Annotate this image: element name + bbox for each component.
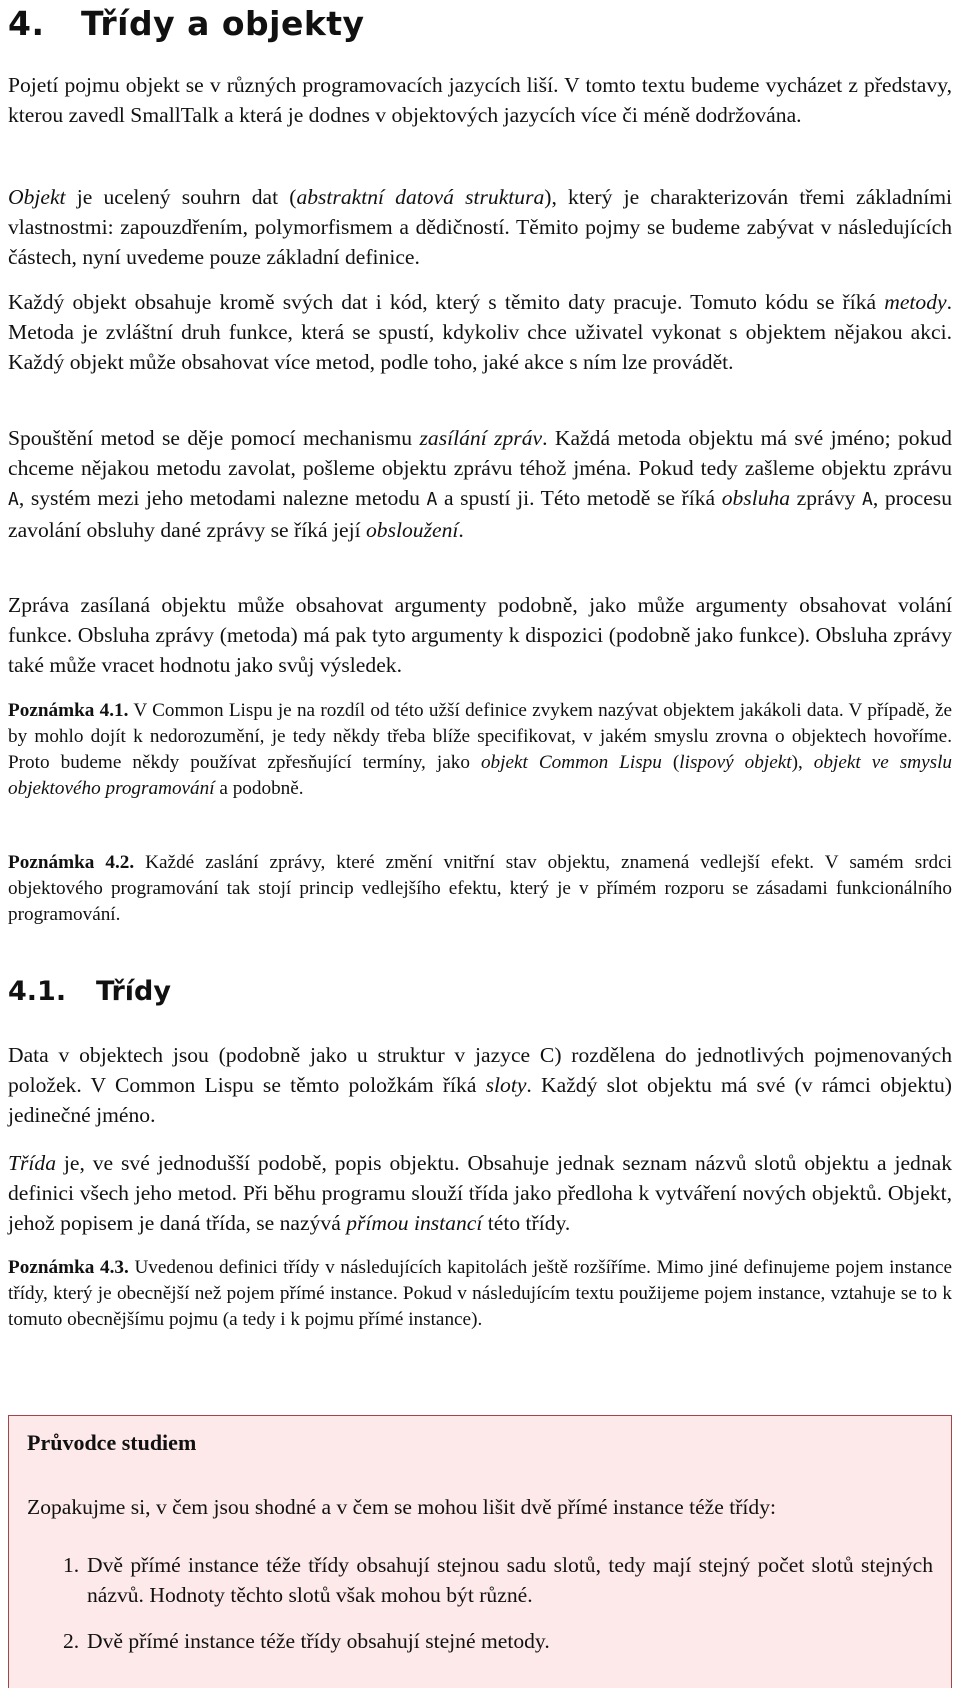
code-a: A bbox=[8, 489, 19, 510]
text: Každý objekt obsahuje kromě svých dat i kód, který s těmito daty pracuje. Tomuto kódu se říká bbox=[8, 290, 885, 314]
term-abstraktni-datova-struktura: abstraktní datová struktura bbox=[296, 185, 545, 209]
term-objekt-common-lispu: objekt Common Lispu bbox=[480, 752, 662, 773]
text: zprávy bbox=[790, 486, 863, 510]
list-item-text: Dvě přímé instance téže třídy obsahují stejné metody. bbox=[87, 1629, 550, 1653]
text: V Common Lispu je na rozdíl od této užší definice zvykem nazývat objektem jakákoli data. V případě, že by mohlo dojít k nedorozumění, je tedy někdy třeba blíže specifikovat, v jakém smyslu zrovna o objektech hovoříme. Proto budeme někdy používat zpřesňující termíny, jako bbox=[8, 700, 952, 773]
code-a: A bbox=[426, 489, 438, 510]
section-number: 4.1. bbox=[8, 976, 67, 1007]
note-4-2 bbox=[8, 850, 952, 928]
term-objekt: Objekt bbox=[8, 185, 66, 209]
text: . Metoda je zvláštní druh funkce, která se spustí, kdykoliv chce uživatel vykonat s objektem nějakou akci. Každý objekt může obsahovat více metod, podle toho, jaké akce s ním lze provádět. bbox=[8, 290, 952, 374]
text: Spouštění metod se děje pomocí mechanismu bbox=[8, 426, 420, 450]
term-sloty: sloty bbox=[485, 1073, 527, 1097]
text: a podobně. bbox=[214, 778, 304, 799]
text: ), bbox=[791, 752, 814, 773]
study-guide-intro: Zopakujme si, v čem jsou shodné a v čem se mohou lišit dvě přímé instance téže třídy: bbox=[27, 1495, 777, 1519]
paragraph-5: Zpráva zasílaná objektu může obsahovat argumenty podobně, jako může argumenty obsahovat volání funkce. Obsluha zprávy (metoda) má pak tyto argumenty k dispozici (podobně jako funkce). Obsluha zprávy také může vracet hodnotu jako svůj výsledek. bbox=[8, 593, 952, 677]
text: . Každý slot objektu má své (v rámci objektu) jedinečné jméno. bbox=[8, 1073, 953, 1127]
note-label: Poznámka 4.2. bbox=[8, 852, 135, 873]
term-obsluha: obsluha bbox=[721, 486, 791, 510]
text: ( bbox=[661, 752, 680, 773]
study-guide-title: Průvodce studiem bbox=[27, 1430, 197, 1455]
paragraph-1: Pojetí pojmu objekt se v různých programovacích jazycích liší. V tomto textu budeme vycházet z představy, kterou zavedl SmallTalk a která je dodnes v objektových jazycích více či méně dodržována. bbox=[8, 73, 952, 127]
term-obslouzeni: obsloužení bbox=[365, 518, 459, 542]
chapter-title: Třídy a objekty bbox=[81, 4, 365, 43]
text: , systém mezi jeho metodami nalezne metodu bbox=[18, 486, 427, 510]
section-heading bbox=[8, 976, 171, 1007]
code-a: A bbox=[862, 489, 873, 510]
chapter-number: 4. bbox=[8, 4, 45, 43]
chapter-heading bbox=[8, 4, 365, 43]
study-guide-list bbox=[53, 1550, 933, 1656]
text: ), který je charakterizován třemi základními vlastnostmi: zapouzdřením, polymorfismem a dědičností. Těmito pojmy se budeme zabývat v následujících částech, nyní uvedeme pouze základní definice. bbox=[8, 185, 952, 269]
term-objekt-ve-smyslu: objekt ve smyslu objektového programování bbox=[8, 752, 953, 799]
paragraph-6 bbox=[8, 1040, 952, 1130]
list-item-number: 1. bbox=[63, 1553, 80, 1577]
text: Data v objektech jsou (podobně jako u struktur v jazyce C) rozdělena do jednotlivých pojmenovaných položek. V Common Lispu se těmto položkám říká bbox=[8, 1043, 952, 1097]
term-trida: Třída bbox=[8, 1151, 57, 1175]
text: a spustí ji. Této metodě se říká bbox=[437, 486, 722, 510]
text: je, ve své jednodušší podobě, popis objektu. Obsahuje jednak seznam názvů slotů objektu a jednak definici všech jeho metod. Při běhu programu slouží třída jako předloha k vytváření nových objektů. Objekt, jehož popisem je daná třída, se nazývá bbox=[8, 1151, 952, 1235]
note-4-3 bbox=[8, 1255, 952, 1333]
list-item-number: 2. bbox=[63, 1629, 80, 1653]
text: . Každá metoda objektu má své jméno; pokud chceme nějakou metodu zavolat, pošleme objektu zprávu téhož jména. Pokud tedy zašleme objektu zprávu bbox=[8, 426, 952, 480]
note-label: Poznámka 4.3. bbox=[8, 1257, 129, 1278]
text: , procesu zavolání obsluhy dané zprávy se říká její bbox=[8, 486, 952, 542]
paragraph-7 bbox=[8, 1148, 952, 1238]
text: . bbox=[458, 518, 464, 542]
section-title: Třídy bbox=[96, 976, 171, 1007]
list-item bbox=[53, 1626, 933, 1656]
list-item bbox=[53, 1550, 933, 1610]
note-label: Poznámka 4.1. bbox=[8, 700, 129, 721]
term-lispovy-objekt: lispový objekt bbox=[679, 752, 792, 773]
text: je ucelený souhrn dat ( bbox=[65, 185, 297, 209]
term-metody: metody bbox=[884, 290, 947, 314]
text: Uvedenou definici třídy v následujících kapitolách ještě rozšíříme. Mimo jiné definujeme pojem instance třídy, který je obecnější než pojem přímé instance. Pokud v následujícím textu použijeme pojem instance, vztahuje se to k tomuto obecnějšímu pojmu (a tedy i k pojmu přímé instance). bbox=[8, 1257, 953, 1330]
text: Každé zaslání zprávy, které změní vnitřní stav objektu, znamená vedlejší efekt. V samém srdci objektového programování tak stojí princip vedlejšího efektu, který je v přímém rozporu se zásadami funkcionálního programování. bbox=[8, 852, 952, 925]
term-zasilani-zprav: zasílání zpráv bbox=[419, 426, 543, 450]
paragraph-3 bbox=[8, 287, 952, 377]
study-guide-box bbox=[8, 1415, 952, 1688]
text: této třídy. bbox=[482, 1211, 571, 1235]
list-item-text: Dvě přímé instance téže třídy obsahují stejnou sadu slotů, tedy mají stejný počet slotů stejných názvů. Hodnoty těchto slotů však mohou být různé. bbox=[87, 1553, 933, 1607]
term-prima-instance: přímou instancí bbox=[346, 1211, 483, 1235]
paragraph-2 bbox=[8, 182, 952, 272]
paragraph-4 bbox=[8, 423, 952, 545]
note-4-1 bbox=[8, 698, 952, 802]
